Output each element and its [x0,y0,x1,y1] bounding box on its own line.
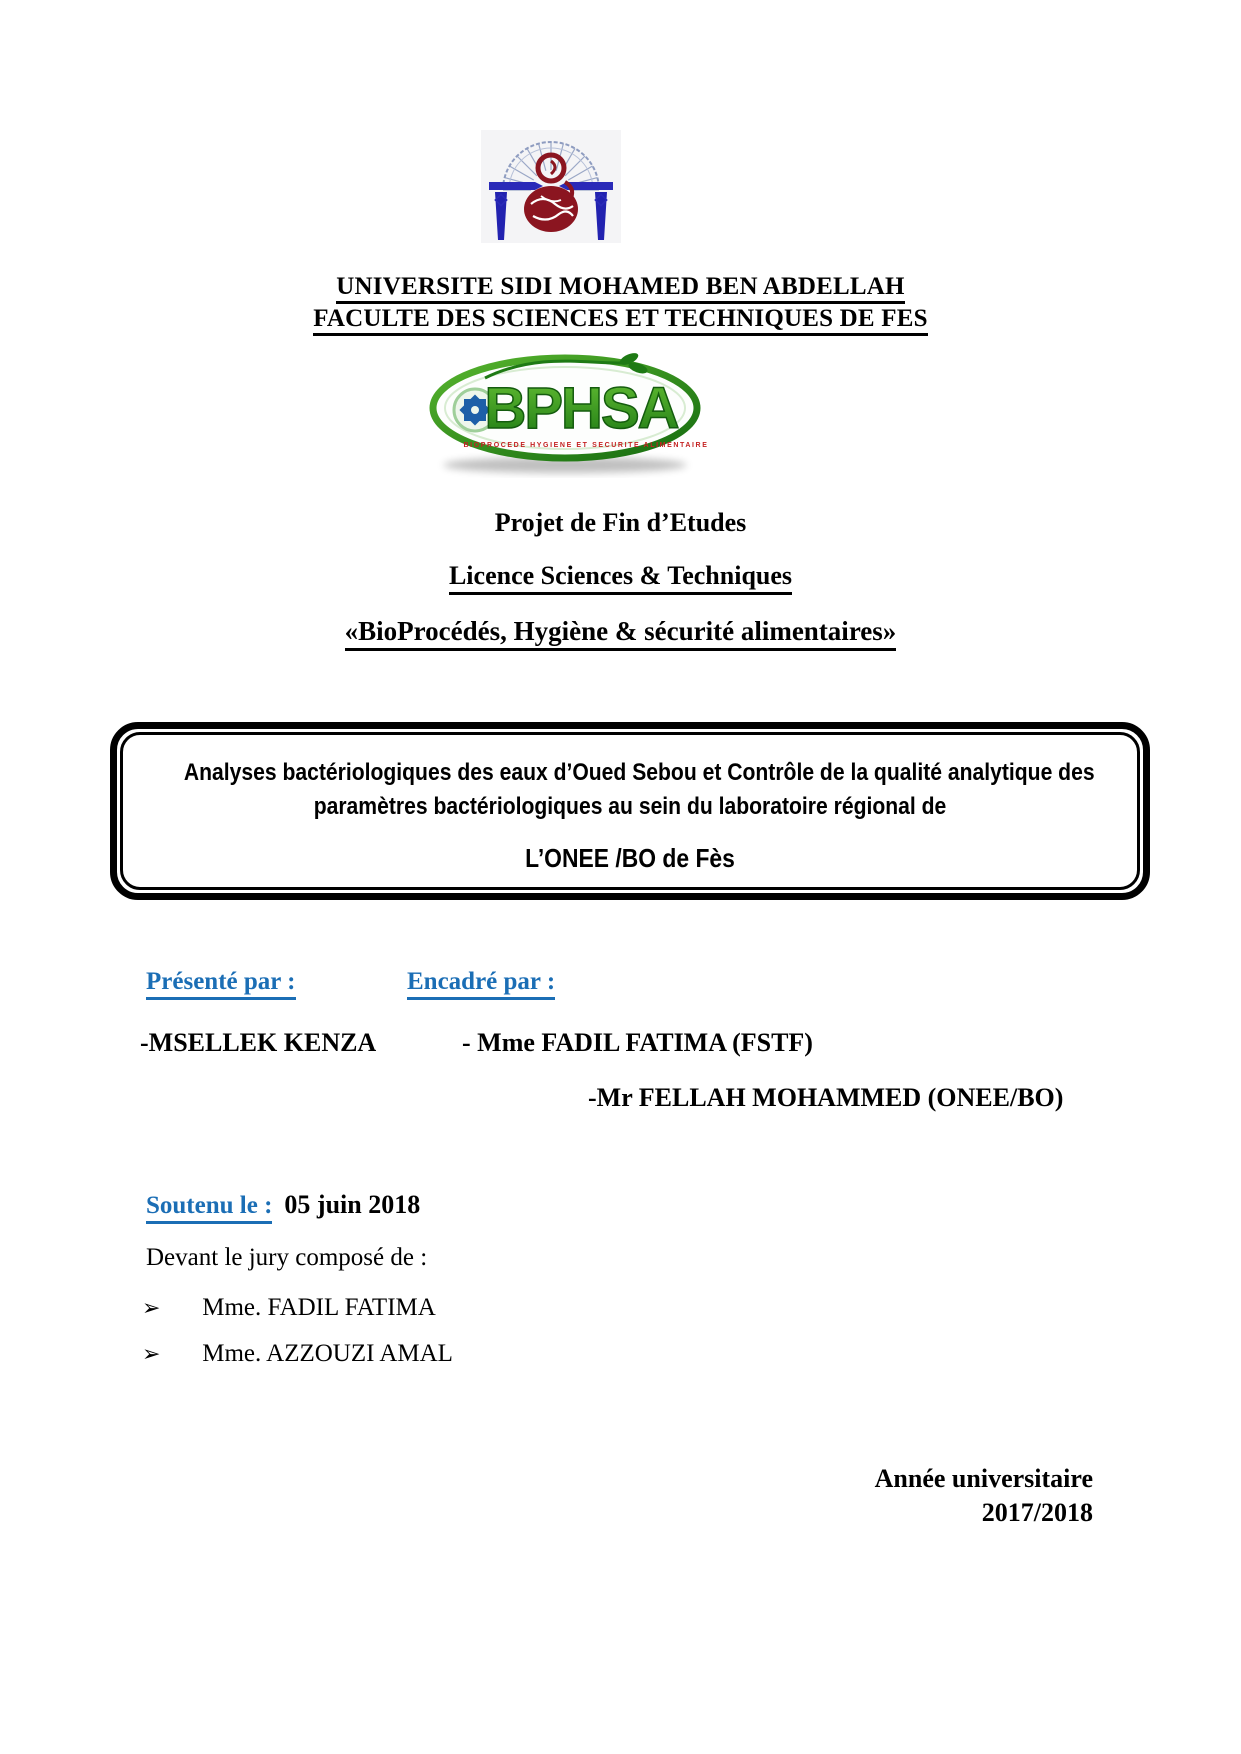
arrow-bullet-icon: ➢ [142,1341,161,1366]
supervised-by-label: Encadré par : [407,968,555,1000]
jury-member-row [142,1340,453,1368]
presented-by-label: Présenté par : [146,968,296,1000]
jury-member-name: Mme. AZZOUZI AMAL [202,1340,453,1367]
thesis-title-box [110,722,1150,900]
faculty-name: FACULTE DES SCIENCES ET TECHNIQUES DE FES [313,304,927,336]
student-name: -MSELLEK KENZA [140,1028,377,1057]
supervisor2-name: -Mr FELLAH MOHAMMED (ONEE/BO) [588,1083,1064,1112]
thesis-title-line2: paramètres bactériologiques au sein du laboratoire régional de [313,793,947,820]
logo-tagline: BIOPROCEDE HYGIENE ET SECURITE ALIMENTAIRE [463,442,708,449]
academic-year-block [875,1462,1093,1530]
thesis-title-line1: Analyses bactériologiques des eaux d’Oued Sebou et Contrôle de la qualité analytique des [183,759,1095,786]
academic-year-value: 2017/2018 [981,1498,1093,1527]
university-name: UNIVERSITE SIDI MOHAMED BEN ABDELLAH [336,272,904,304]
bphsa-logo [423,348,708,478]
academic-year-label: Année universitaire [874,1464,1093,1493]
specialty-heading: «BioProcédés, Hygiène & sécurité alimentaires» [345,616,897,651]
thesis-title-box-inner [120,732,1140,890]
jury-member-row [142,1294,436,1322]
jury-member-name: Mme. FADIL FATIMA [202,1294,436,1321]
defended-on-label: Soutenu le : [146,1192,272,1224]
supervisor1-name: - Mme FADIL FATIMA (FSTF) [462,1028,813,1057]
logo-acronym: BPHSA [484,376,678,441]
project-type-heading: Projet de Fin d’Etudes [494,508,747,537]
arrow-bullet-icon: ➢ [142,1295,161,1320]
university-emblem-logo [481,130,621,243]
university-header [0,272,1241,336]
defense-date: 05 juin 2018 [284,1190,421,1219]
jury-intro: Devant le jury composé de : [146,1244,428,1271]
thesis-title-line3: L’ONEE /BO de Fès [525,843,735,873]
degree-heading: Licence Sciences & Techniques [449,561,792,595]
